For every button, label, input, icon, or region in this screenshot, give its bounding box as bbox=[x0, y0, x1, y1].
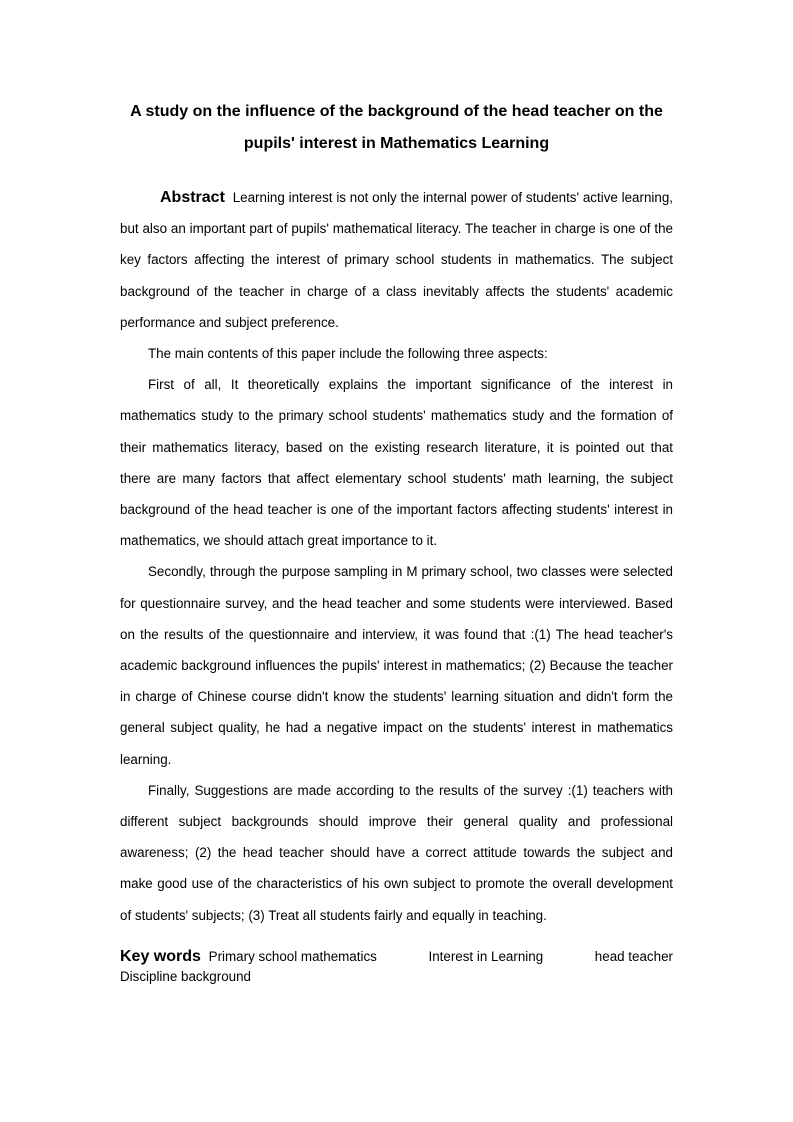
keywords-section bbox=[120, 947, 673, 987]
abstract-paragraph-1 bbox=[120, 182, 673, 338]
paper-page bbox=[120, 96, 673, 987]
abstract-label: Abstract bbox=[160, 189, 225, 206]
abstract-text-1: Learning interest is not only the internal power of students' active learning, but also an important part of pupils' mathematical literacy. The teacher in charge is one of the key factors affecting the interest of primary school students in mathematics. The subject background of the teacher in charge of a class inevitably affects the students' academic performance and subject preference. bbox=[120, 190, 673, 330]
title-line-2: pupils' interest in Mathematics Learning bbox=[243, 135, 550, 152]
keyword-item: head teacher bbox=[594, 948, 673, 964]
keywords-row bbox=[120, 947, 673, 967]
keyword-item: Discipline background bbox=[120, 968, 252, 984]
title-line-1: A study on the influence of the background of the head teacher on the bbox=[130, 103, 663, 120]
keyword-item: Primary school mathematics bbox=[208, 948, 377, 964]
abstract-paragraph-4: Secondly, through the purpose sampling in M primary school, two classes were selected for questionnaire survey, and the head teacher and some students were interviewed. Based on the results of the questionnaire and interview, it was found that :(1) The head teacher's academic background influences the pupils' interest in mathematics; (2) Because the teacher in charge of Chinese course didn't know the students' learning situation and didn't form the general subject quality, he had a negative impact on the students' interest in mathematics learning. bbox=[120, 564, 673, 767]
keywords-label: Key words bbox=[120, 947, 201, 965]
paper-title bbox=[120, 96, 673, 160]
abstract-paragraph-3: First of all, It theoretically explains the important significance of the interest in mathematics study to the primary school students' mathematics study and the formation of their mathematics literacy, based on the existing research literature, it is pointed out that there are many factors that affect elementary school students' math learning, the subject background of the head teacher is one of the important factors affecting students' interest in mathematics, we should attach great importance to it. bbox=[120, 377, 673, 549]
keyword-item: Interest in Learning bbox=[428, 948, 544, 964]
abstract-paragraph-5: Finally, Suggestions are made according to the results of the survey :(1) teachers with different subject backgrounds should improve their general quality and professional awareness; (2) the head teacher should have a correct attitude towards the subject and make good use of the characteristics of his own subject to promote the overall development of students' subjects; (3) Treat all students fairly and equally in teaching. bbox=[120, 782, 673, 923]
abstract-paragraph-2: The main contents of this paper include the following three aspects: bbox=[148, 346, 548, 362]
abstract-section bbox=[120, 182, 673, 931]
keywords-lead bbox=[120, 947, 377, 967]
